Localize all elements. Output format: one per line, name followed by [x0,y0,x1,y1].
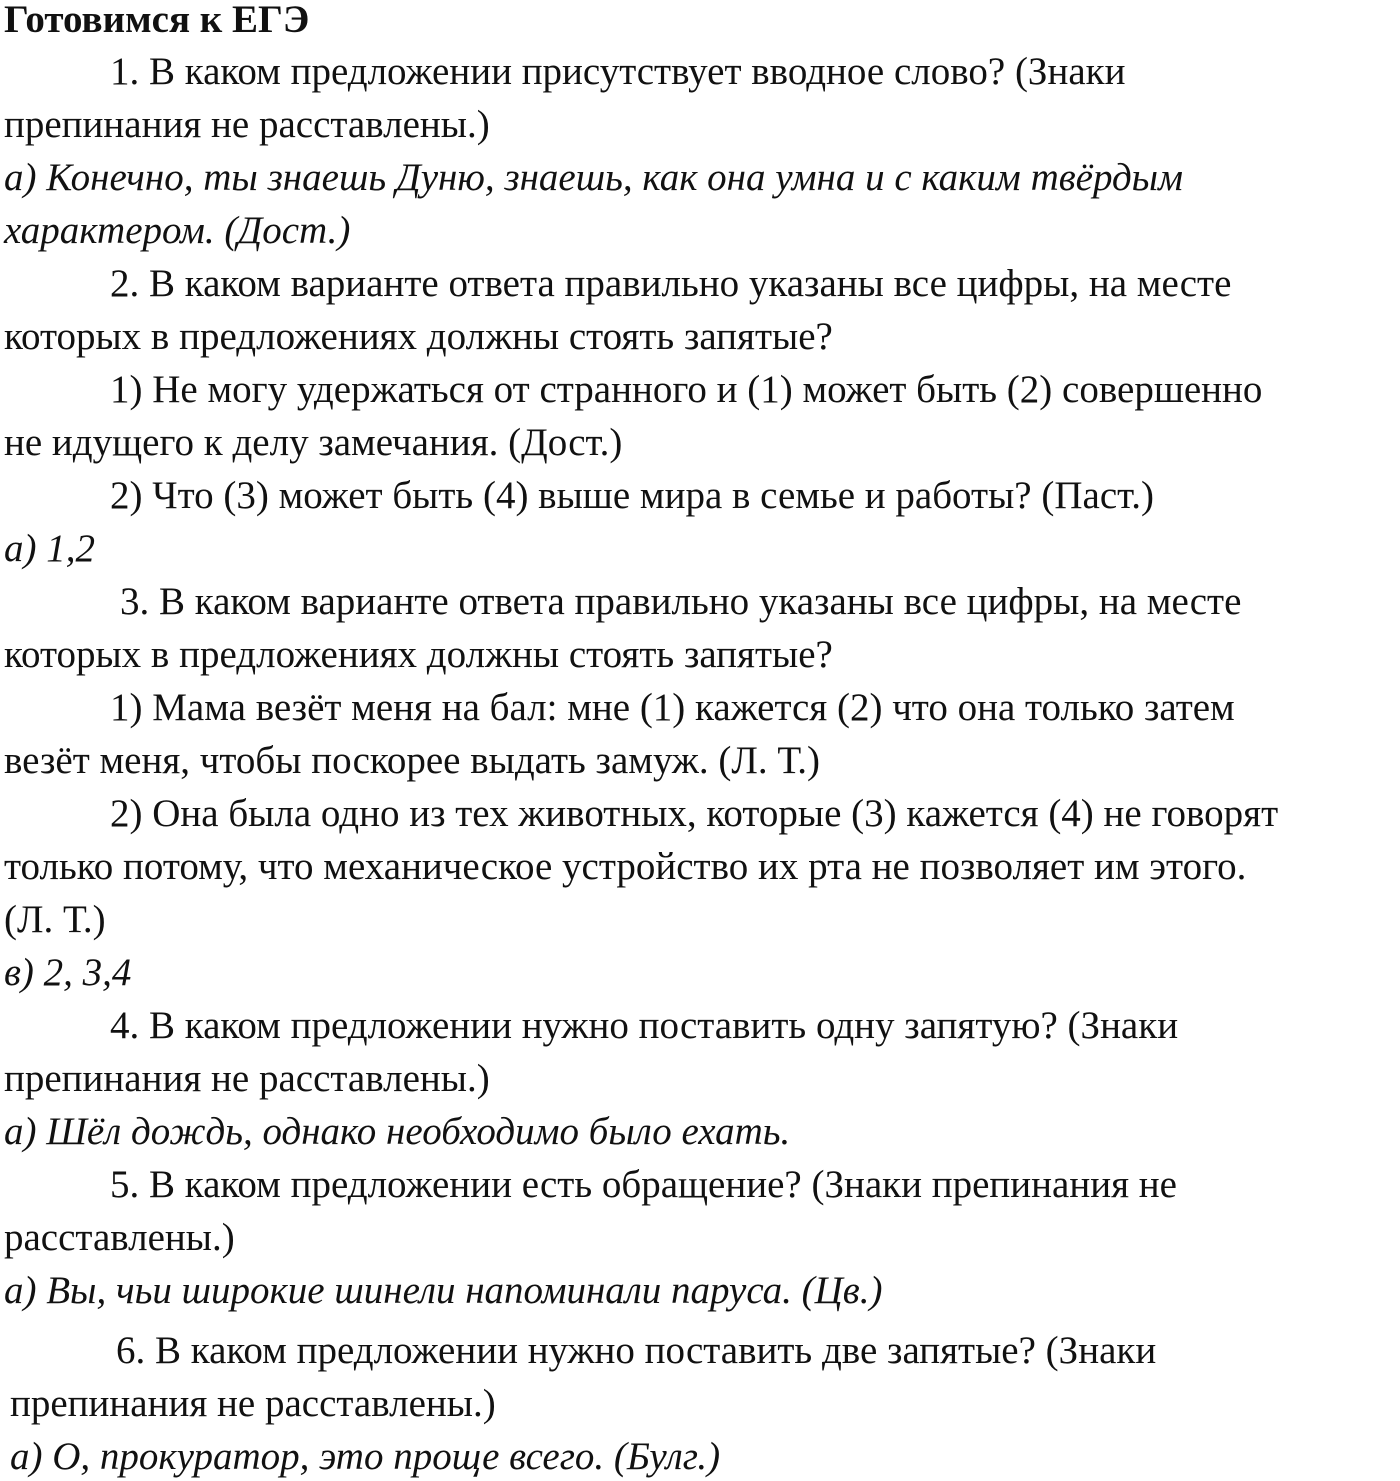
answer-5: а) Вы, чьи широкие шинели напоминали паруса. (Цв.) [4,1269,883,1312]
question-6-text-cont: препинания не расставлены.) [10,1382,496,1425]
question-2-sentence-1-cont: не идущего к делу замечания. (Дост.) [4,421,623,464]
question-3-sentence-2-cont: только потому, что механическое устройство их рта не позволяет им этого. [4,845,1247,888]
question-3-sentence-1-cont: везёт меня, чтобы поскорее выдать замуж. (Л. Т.) [4,739,820,782]
answer-1: а) Конечно, ты знаешь Дуню, знаешь, как она умна и с каким твёрдым [4,156,1183,199]
question-3-sentence-2: 2) Она была одно из тех животных, которые (3) кажется (4) не говорят [110,792,1279,835]
question-1-text-cont: препинания не расставлены.) [4,103,490,146]
answer-6: а) О, прокуратор, это проще всего. (Булг.) [10,1435,721,1478]
question-5-text-cont: расставлены.) [4,1216,235,1259]
question-2-text: 2. В каком варианте ответа правильно указаны все цифры, на месте [110,262,1232,305]
answer-4: а) Шёл дождь, однако необходимо было ехать. [4,1110,791,1153]
answer-1-cont: характером. (Дост.) [4,209,351,252]
question-4-text-cont: препинания не расставлены.) [4,1057,490,1100]
question-3-text-cont: которых в предложениях должны стоять запятые? [4,633,833,676]
question-6-text: 6. В каком предложении нужно поставить две запятые? (Знаки [116,1329,1157,1372]
question-4-text: 4. В каком предложении нужно поставить одну запятую? (Знаки [110,1004,1179,1047]
question-2-sentence-2: 2) Что (3) может быть (4) выше мира в семье и работы? (Паст.) [110,474,1154,517]
answer-3: в) 2, 3,4 [4,951,132,994]
question-1-text: 1. В каком предложении присутствует вводное слово? (Знаки [110,50,1126,93]
page-title: Готовимся к ЕГЭ [4,0,310,41]
question-2-sentence-1: 1) Не могу удержаться от странного и (1) может быть (2) совершенно [110,368,1263,411]
question-3-sentence-1: 1) Мама везёт меня на бал: мне (1) кажется (2) что она только затем [110,686,1235,729]
question-2-text-cont: которых в предложениях должны стоять запятые? [4,315,833,358]
question-3-text: 3. В каком варианте ответа правильно указаны все цифры, на месте [120,580,1242,623]
answer-2: а) 1,2 [4,527,95,570]
question-3-sentence-2-source: (Л. Т.) [4,898,106,941]
question-5-text: 5. В каком предложении есть обращение? (Знаки препинания не [110,1163,1177,1206]
